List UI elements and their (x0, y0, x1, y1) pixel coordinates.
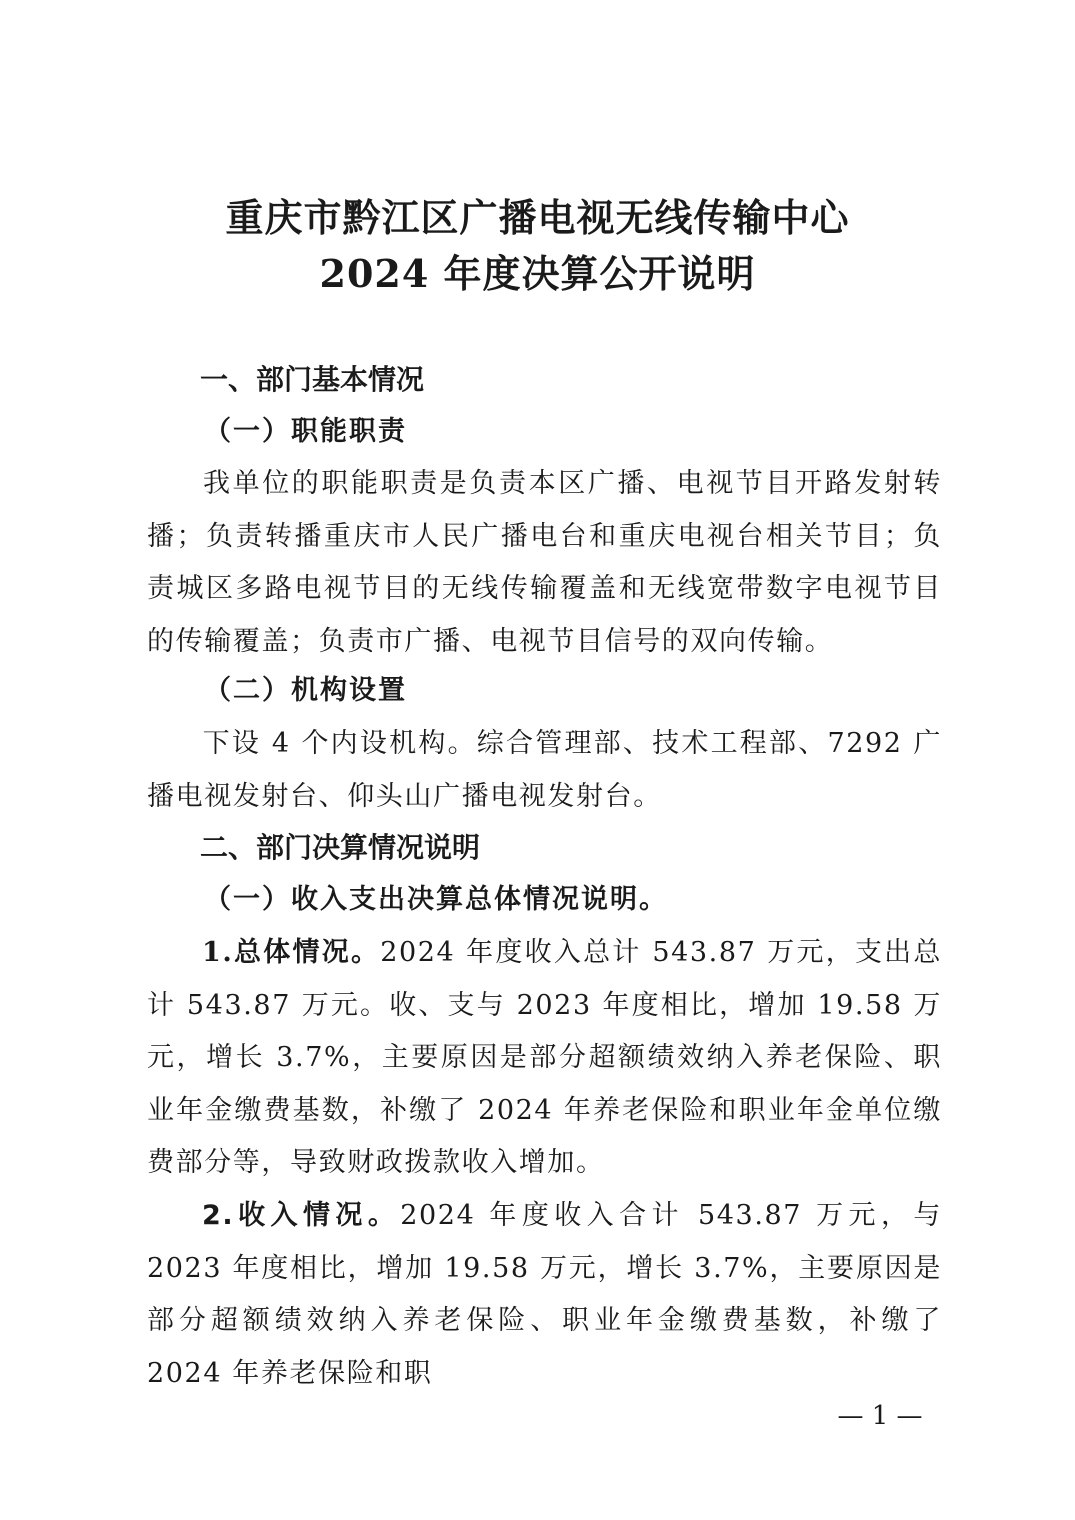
paragraph-overall-text: 2024 年度收入总计 543.87 万元，支出总计 543.87 万元。收、支与 2023 年度相比，增加 19.58 万元，增长 3.7%，主要原因是部分超额绩效纳入养老保险、职业年金缴费基数，补缴了 2024 年养老保险和职业年金单位缴费部分等，导致财政拨款收入增加。 (147, 937, 943, 1178)
subsection-heading-organization: （二）机构设置 (204, 675, 407, 706)
paragraph-duties (147, 458, 942, 668)
document-title-line2-text: 2024 年度决算公开说明 (319, 251, 756, 296)
subsection-heading-overall: （一）收入支出决算总体情况说明。 (204, 884, 668, 915)
paragraph-organization (147, 718, 942, 823)
paragraph-duties-text: 我单位的职能职责是负责本区广播、电视节目开路发射转播；负责转播重庆市人民广播电台和重庆电视台相关节目；负责城区多路电视节目的无线传输覆盖和无线宽带数字电视节目的传输覆盖；负责市广播、电视节目信号的双向传输。 (147, 468, 942, 657)
page-number: — 1 — (837, 1401, 923, 1431)
paragraph-overall (147, 927, 942, 1190)
subsection-heading-duties: （一）职能职责 (204, 416, 407, 447)
document-title-line1: 重庆市黔江区广播电视无线传输中心 (225, 195, 850, 240)
paragraph-overall-lead: 1.总体情况。 (202, 937, 381, 968)
section-heading-basic-info: 一、部门基本情况 (200, 363, 425, 396)
paragraph-organization-text: 下设 4 个内设机构。综合管理部、技术工程部、7292 广播电视发射台、仰头山广播电视发射台。 (147, 728, 942, 812)
paragraph-income-text: 2024 年度收入合计 543.87 万元，与 2023 年度相比，增加 19.58 万元，增长 3.7%，主要原因是部分超额绩效纳入养老保险、职业年金缴费基数，补缴了 2024 年养老保险和职 (147, 1200, 942, 1389)
document-title-line2 (0, 248, 1075, 300)
paragraph-income-lead: 2.收入情况。 (202, 1200, 401, 1231)
paragraph-income (147, 1190, 942, 1400)
section-heading-final-accounts: 二、部门决算情况说明 (200, 831, 481, 864)
